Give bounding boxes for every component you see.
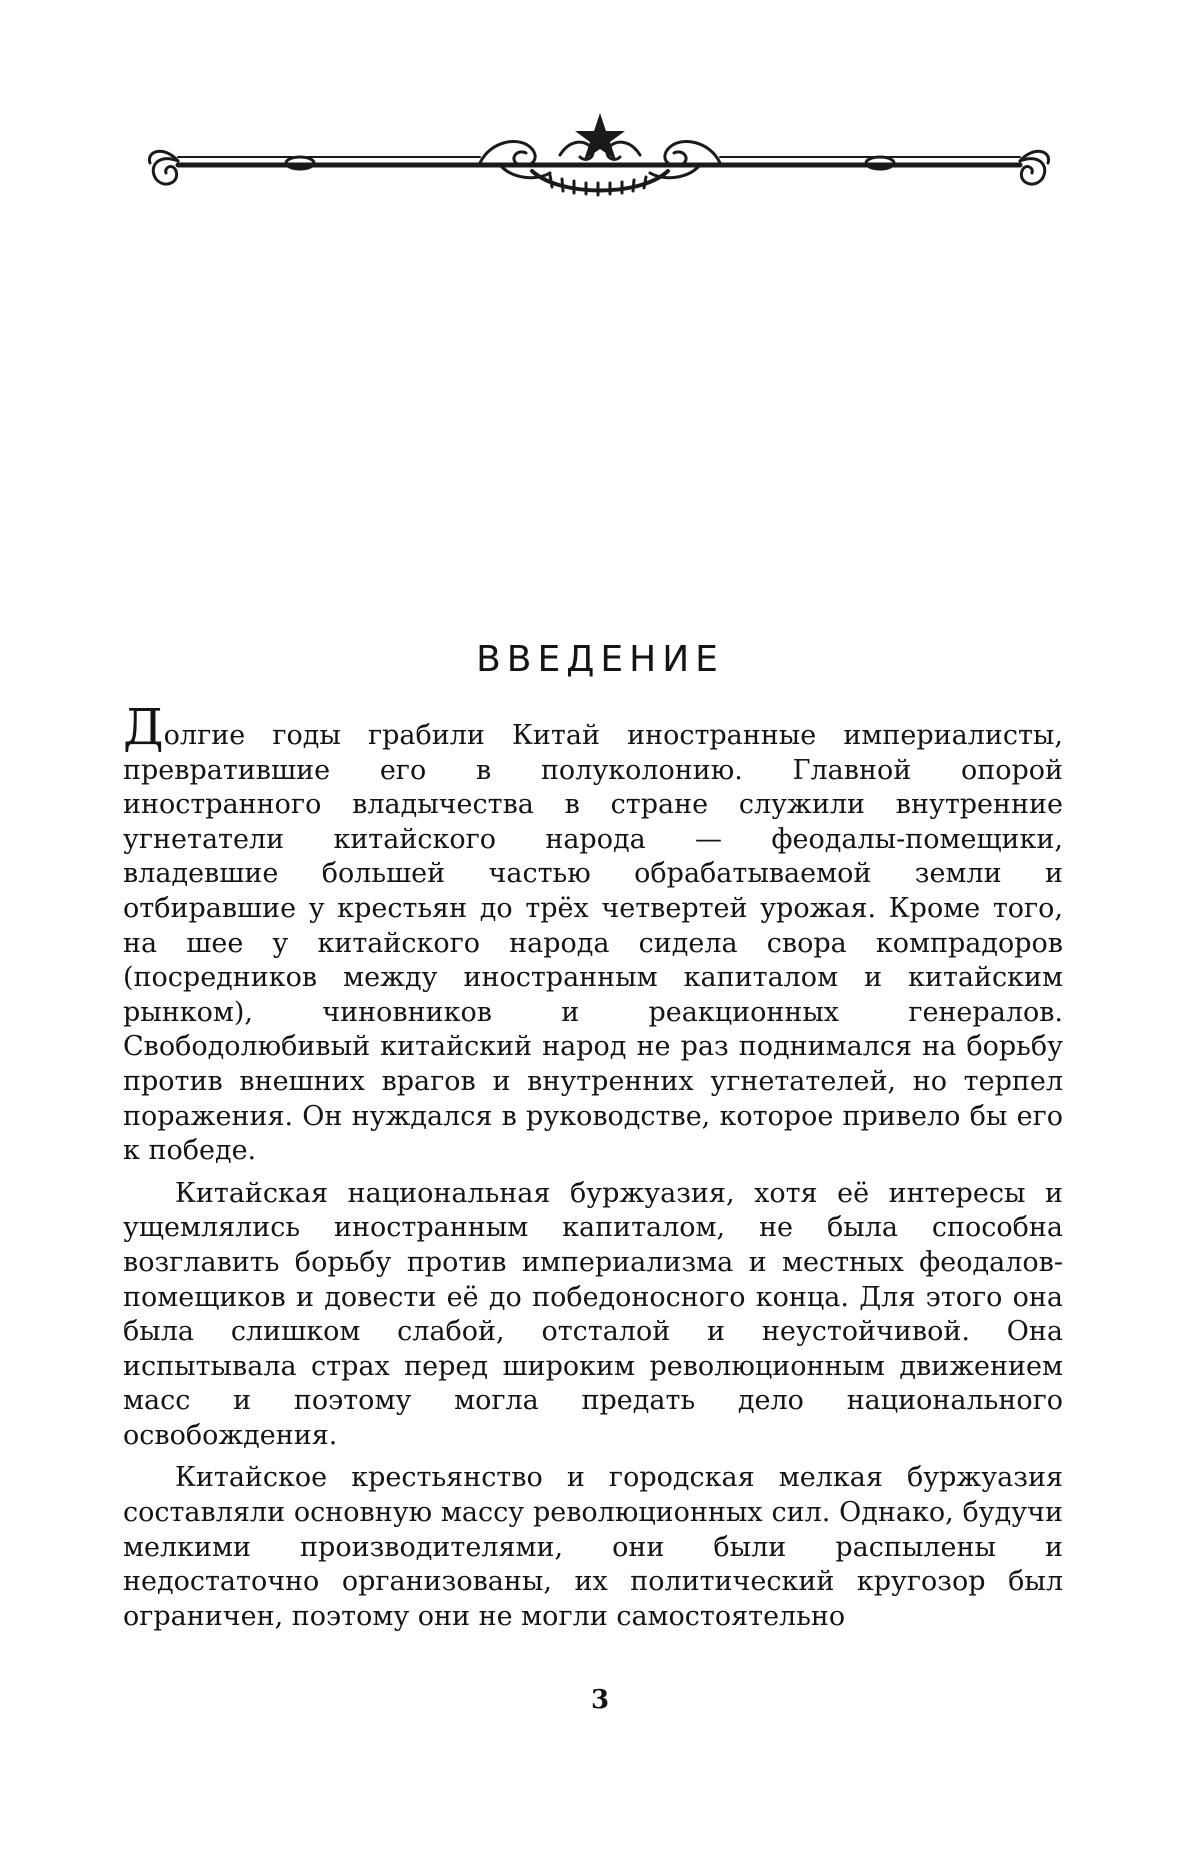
star-scroll-ornament-icon: [140, 105, 1060, 205]
paragraph-text: Китайская национальная буржуазия, хотя её интересы и ущемлялись иностранным капиталом, не была способна возглавить борьбу против империализма и местных феодалов-помещиков и довести её до победоносного конца. Для этого она была слишком слабой, отсталой и неустойчивой. Она испытывала страх перед широким революционным движением масс и поэтому могла предать дело национального освобождения.: [123, 1177, 1063, 1451]
paragraph: [123, 1177, 1063, 1454]
paragraph-text: Китайское крестьянство и городская мелкая буржуазия составляли основную массу революционных сил. Однако, будучи мелкими производителями, они были распылены и недостаточно организованы, их политический кругозор был ограничен, поэтому они не могли самостоятельно: [123, 1462, 1063, 1632]
paragraph: [123, 1461, 1063, 1634]
paragraph: [123, 698, 1063, 1169]
chapter-heading: ВВЕДЕНИЕ: [476, 639, 724, 680]
page-number: 3: [590, 1685, 610, 1715]
body-text: [123, 698, 1063, 1642]
drop-cap: Д: [123, 698, 164, 756]
paragraph-text: олгие годы грабили Китай иностранные империалисты, превратившие его в полуколонию. Главной опорой иностранного владычества в стране служили внутренние угнетатели китайского народа — феодалы-помещики, владевшие большей частью обрабатываемой земли и отбиравшие у крестьян до трёх четвертей урожая. Кроме того, на шее у китайского народа сидела свора компрадоров (посредников между иностранным капиталом и китайским рынком), чиновников и реакционных генералов. Свободолюбивый китайский народ не раз поднимался на борьбу против внешних врагов и внутренних угнетателей, но терпел поражения. Он нуждался в руководстве, которое привело бы его к победе.: [123, 720, 1063, 1167]
